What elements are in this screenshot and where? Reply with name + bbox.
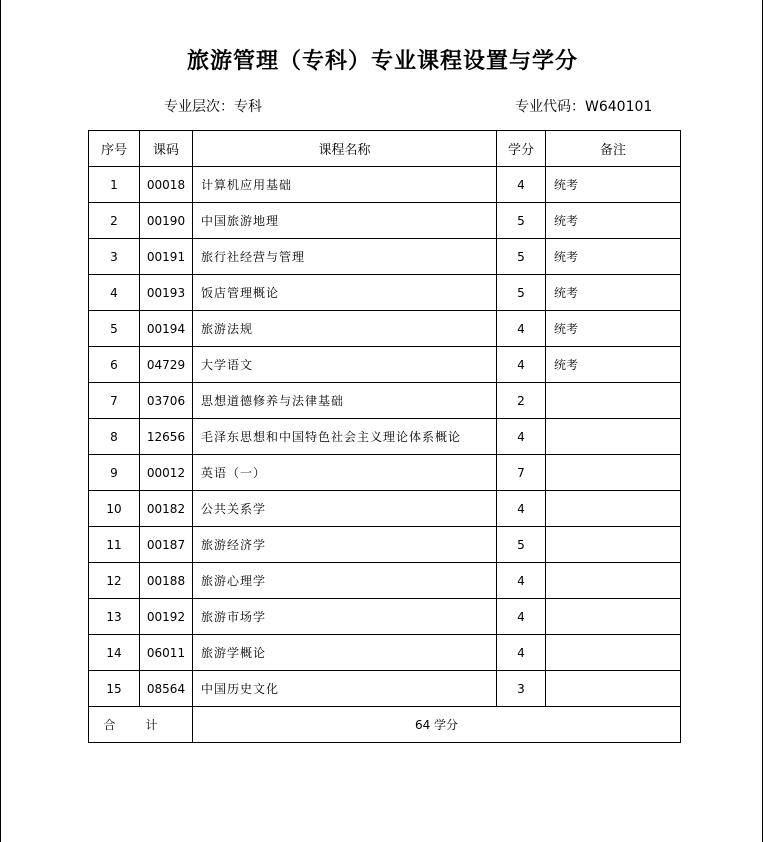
table-header-row — [89, 131, 681, 167]
cell-code: 00018 — [140, 167, 193, 203]
cell-course-name: 饭店管理概论 — [193, 275, 497, 311]
cell-credit: 3 — [497, 671, 546, 707]
table-row — [89, 347, 681, 383]
table-row — [89, 455, 681, 491]
cell-course-name: 中国旅游地理 — [193, 203, 497, 239]
cell-no: 15 — [89, 671, 140, 707]
table-row — [89, 167, 681, 203]
cell-note — [546, 635, 681, 671]
cell-credit: 5 — [497, 275, 546, 311]
total-value: 64 学分 — [193, 707, 681, 743]
table-row — [89, 275, 681, 311]
cell-no: 14 — [89, 635, 140, 671]
cell-course-name: 旅行社经营与管理 — [193, 239, 497, 275]
cell-course-name: 大学语文 — [193, 347, 497, 383]
cell-code: 00192 — [140, 599, 193, 635]
major-level: 专业层次：专科 — [164, 99, 262, 115]
cell-course-name: 旅游法规 — [193, 311, 497, 347]
table-row — [89, 419, 681, 455]
cell-note — [546, 491, 681, 527]
total-row — [89, 707, 681, 743]
page-title: 旅游管理（专科）专业课程设置与学分 — [186, 48, 578, 74]
cell-credit: 4 — [497, 419, 546, 455]
cell-course-name: 旅游心理学 — [193, 563, 497, 599]
cell-no: 6 — [89, 347, 140, 383]
table-row — [89, 599, 681, 635]
cell-course-name: 旅游市场学 — [193, 599, 497, 635]
cell-course-name: 公共关系学 — [193, 491, 497, 527]
cell-no: 12 — [89, 563, 140, 599]
cell-credit: 5 — [497, 239, 546, 275]
cell-credit: 5 — [497, 527, 546, 563]
cell-no: 8 — [89, 419, 140, 455]
cell-no: 9 — [89, 455, 140, 491]
cell-credit: 5 — [497, 203, 546, 239]
cell-credit: 4 — [497, 599, 546, 635]
cell-note: 统考 — [546, 275, 681, 311]
total-label: 合计 — [89, 707, 193, 743]
cell-note: 统考 — [546, 203, 681, 239]
cell-code: 12656 — [140, 419, 193, 455]
cell-note — [546, 563, 681, 599]
header-code: 课码 — [140, 131, 193, 167]
cell-code: 00188 — [140, 563, 193, 599]
cell-code: 00187 — [140, 527, 193, 563]
table-row — [89, 311, 681, 347]
cell-no: 11 — [89, 527, 140, 563]
cell-code: 08564 — [140, 671, 193, 707]
table-body — [89, 167, 681, 707]
cell-course-name: 旅游学概论 — [193, 635, 497, 671]
cell-course-name: 旅游经济学 — [193, 527, 497, 563]
cell-credit: 4 — [497, 491, 546, 527]
table-row — [89, 563, 681, 599]
cell-note: 统考 — [546, 347, 681, 383]
table-row — [89, 635, 681, 671]
cell-code: 00190 — [140, 203, 193, 239]
cell-credit: 7 — [497, 455, 546, 491]
table-row — [89, 203, 681, 239]
cell-no: 10 — [89, 491, 140, 527]
cell-course-name: 计算机应用基础 — [193, 167, 497, 203]
cell-no: 1 — [89, 167, 140, 203]
cell-course-name: 英语（一） — [193, 455, 497, 491]
header-no: 序号 — [89, 131, 140, 167]
cell-no: 7 — [89, 383, 140, 419]
cell-credit: 4 — [497, 563, 546, 599]
cell-note — [546, 599, 681, 635]
cell-no: 3 — [89, 239, 140, 275]
table-row — [89, 383, 681, 419]
header-credit: 学分 — [497, 131, 546, 167]
course-table — [88, 130, 681, 743]
cell-code: 00194 — [140, 311, 193, 347]
cell-code: 00182 — [140, 491, 193, 527]
table-row — [89, 671, 681, 707]
cell-no: 5 — [89, 311, 140, 347]
cell-note: 统考 — [546, 311, 681, 347]
cell-note — [546, 527, 681, 563]
header-note: 备注 — [546, 131, 681, 167]
cell-note: 统考 — [546, 239, 681, 275]
cell-code: 00191 — [140, 239, 193, 275]
table-row — [89, 491, 681, 527]
cell-credit: 2 — [497, 383, 546, 419]
cell-no: 4 — [89, 275, 140, 311]
cell-no: 2 — [89, 203, 140, 239]
cell-no: 13 — [89, 599, 140, 635]
cell-credit: 4 — [497, 635, 546, 671]
cell-note — [546, 671, 681, 707]
major-code: 专业代码：W640101 — [515, 99, 653, 115]
cell-code: 04729 — [140, 347, 193, 383]
cell-credit: 4 — [497, 347, 546, 383]
table-row — [89, 527, 681, 563]
cell-credit: 4 — [497, 311, 546, 347]
table-row — [89, 239, 681, 275]
cell-code: 03706 — [140, 383, 193, 419]
cell-course-name: 中国历史文化 — [193, 671, 497, 707]
cell-credit: 4 — [497, 167, 546, 203]
cell-course-name: 思想道德修养与法律基础 — [193, 383, 497, 419]
cell-course-name: 毛泽东思想和中国特色社会主义理论体系概论 — [193, 419, 497, 455]
header-name: 课程名称 — [193, 131, 497, 167]
cell-code: 00193 — [140, 275, 193, 311]
cell-code: 06011 — [140, 635, 193, 671]
cell-note: 统考 — [546, 167, 681, 203]
cell-note — [546, 383, 681, 419]
cell-code: 00012 — [140, 455, 193, 491]
cell-note — [546, 419, 681, 455]
cell-note — [546, 455, 681, 491]
